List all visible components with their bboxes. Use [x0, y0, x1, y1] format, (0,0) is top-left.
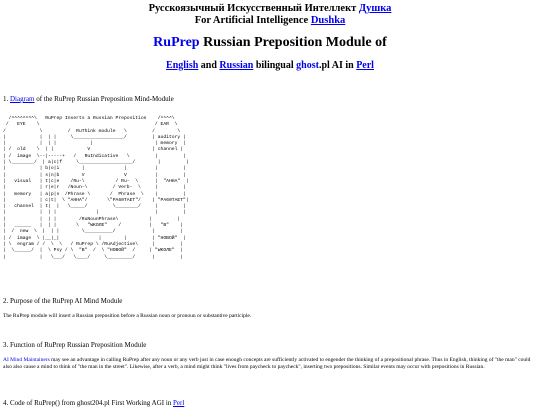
dushka-cyrillic-link[interactable]: Душка: [358, 3, 392, 14]
dushka-link[interactable]: Dushka: [310, 15, 346, 26]
page-subtitle: [0, 60, 540, 72]
section-3-text: may see an advantage in calling RuPrep after any noun or any verb just in case enough concepts are sufficiently activated to engender the thinking of a prepositional phrase. Thus in English, thinking of "the man" could also also cause a mind to think of "the man in the street". Likewise, after a verb, a mind might think "lives from paycheck to paycheck", inserting two prepositions. Similar events may occur with prepositions in Russian.: [3, 357, 531, 370]
ai-mind-maintainers-link[interactable]: AI Mind Maintainers: [3, 357, 50, 363]
english-link[interactable]: English: [166, 60, 199, 71]
subtitle-bilingual: bilingual: [255, 60, 294, 71]
diagram-link[interactable]: Diagram: [10, 95, 35, 103]
perl-code-link[interactable]: Perl: [173, 399, 185, 407]
section-3-heading: 3. Function of RuPrep Russian Preposition Module: [3, 341, 147, 349]
header-line-2-text: For Artificial Intelligence: [194, 15, 309, 26]
section-2-text: The RuPrep module will insert a Russian preposition before a Russian noun or pronoun or substantive participle.: [3, 313, 252, 319]
subtitle-ext: .pl AI in: [318, 60, 354, 71]
section-4-heading: [3, 399, 184, 408]
section-3-paragraph: [3, 357, 533, 371]
section-2-heading: 2. Purpose of the RuPrep AI Mind Module: [3, 297, 123, 305]
section-1-heading-text: of the RuPrep Russian Preposition Mind-Module: [36, 95, 174, 103]
ruprep-title-link[interactable]: RuPrep: [153, 35, 200, 50]
page-title-rest: Russian Preposition Module of: [203, 35, 387, 50]
section-4-heading-text: 4. Code of RuPrep() from ghost204.pl First Working AGI in: [3, 399, 172, 407]
section-1-heading: [3, 95, 174, 104]
page-title: [0, 35, 540, 51]
perl-link[interactable]: Perl: [356, 60, 374, 71]
subtitle-and: and: [200, 60, 217, 71]
header-line-1-text: Русскоязычный Искусственный Интеллект: [148, 3, 357, 14]
header-line-1: [0, 3, 540, 15]
mind-module-ascii-diagram: /^^^^^^^^\ RuPrep Inserts a Russian Preposition /^^^^\ / EYE \ / EAR \ / \ / RuThink module \ / \ | | | | \__________________/ | auditory | | | | | | | memory | | / old \ | | V | channel | | / image \--|-----+ / RuIndicative \ | | | \________/ | a|c|f \___________________/ | | | | b|o|i | | | | | | s|n|b V V | | | visual | t|c|e /Ru-\ / Ru- \ | "AHHA" | | | r|e|r /Noun-\ / Verb- \ | | | memory | a|p|s /Phrase \ / Phrase \ | | | | c|t| \ "AHHA"/ \"PA60TAET"/ | "PA60TAET"| | channel | t| | \_____/ \________/ | | | | | | | | | | | | | /RuNounPhrase\ | | | ______ | | | \ "WKOЛE" / | "B" | | / new \ | | | \__________/ | | | / image \ |__|_| | | | "HOBOЙ" | | \ engram / / \ \ / RuPrep \ /RuAdjective\ | | | \______/ | \ Psy / \ "B" / \ "HOBOЙ" / | "WKOЛE" | | | \___/ \____/ \_________/ | |: [3, 116, 189, 260]
russian-link[interactable]: Russian: [219, 60, 254, 71]
ghost-link[interactable]: ghost: [296, 60, 319, 71]
section-1-number: 1.: [3, 95, 9, 103]
header-line-2: [0, 15, 540, 27]
